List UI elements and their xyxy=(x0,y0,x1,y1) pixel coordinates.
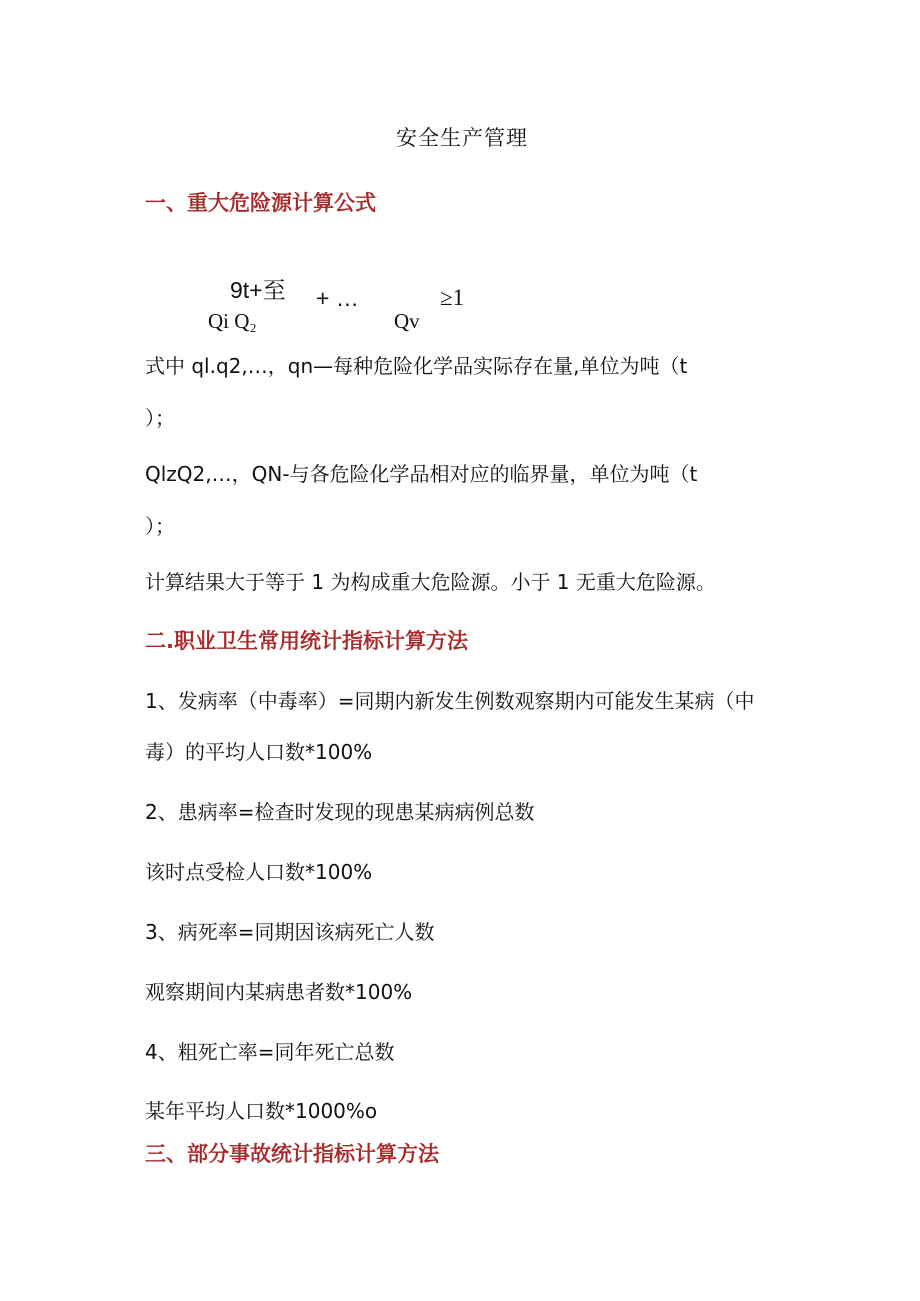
formula-denominator-1: Qi Q₂ xyxy=(208,309,257,333)
formula-numerator: 9t+至 xyxy=(230,277,286,303)
paragraph-1-line-1: 式中 ql.q2,…，qn—每种危险化学品实际存在量,单位为吨（t xyxy=(145,354,688,378)
item-1-line-1: 1、发病率（中毒率）=同期内新发生例数观察期内可能发生某病（中 xyxy=(145,689,755,713)
section-heading-3: 三、部分事故统计指标计算方法 xyxy=(145,1142,439,1166)
paragraph-1-line-2: ）； xyxy=(145,406,175,430)
page-title: 安全生产管理 xyxy=(396,126,528,150)
section-heading-1: 一、重大危险源计算公式 xyxy=(145,191,376,215)
item-2-line-2: 该时点受检人口数*100% xyxy=(145,860,373,884)
paragraph-2-line-2: ）； xyxy=(145,514,175,538)
section-heading-2: 二.职业卫生常用统计指标计算方法 xyxy=(145,629,468,653)
item-4-line-1: 4、粗死亡率=同年死亡总数 xyxy=(145,1040,395,1064)
paragraph-2-line-1: QlzQ2,…，QN-与各危险化学品相对应的临界量，单位为吨（t xyxy=(145,462,698,486)
item-3-line-2: 观察期间内某病患者数*100% xyxy=(145,980,413,1004)
formula-plus: + … xyxy=(316,285,359,311)
formula-geq: ≥1 xyxy=(440,285,465,310)
item-1-line-2: 毒）的平均人口数*100% xyxy=(145,740,373,764)
item-3-line-1: 3、病死率=同期因该病死亡人数 xyxy=(145,920,435,944)
paragraph-3: 计算结果大于等于 1 为构成重大危险源。小于 1 无重大危险源。 xyxy=(145,570,716,594)
item-4-line-2: 某年平均人口数*1000%o xyxy=(145,1099,378,1123)
item-2-line-1: 2、患病率=检查时发现的现患某病病例总数 xyxy=(145,800,535,824)
formula-denominator-2: Qv xyxy=(394,309,420,333)
